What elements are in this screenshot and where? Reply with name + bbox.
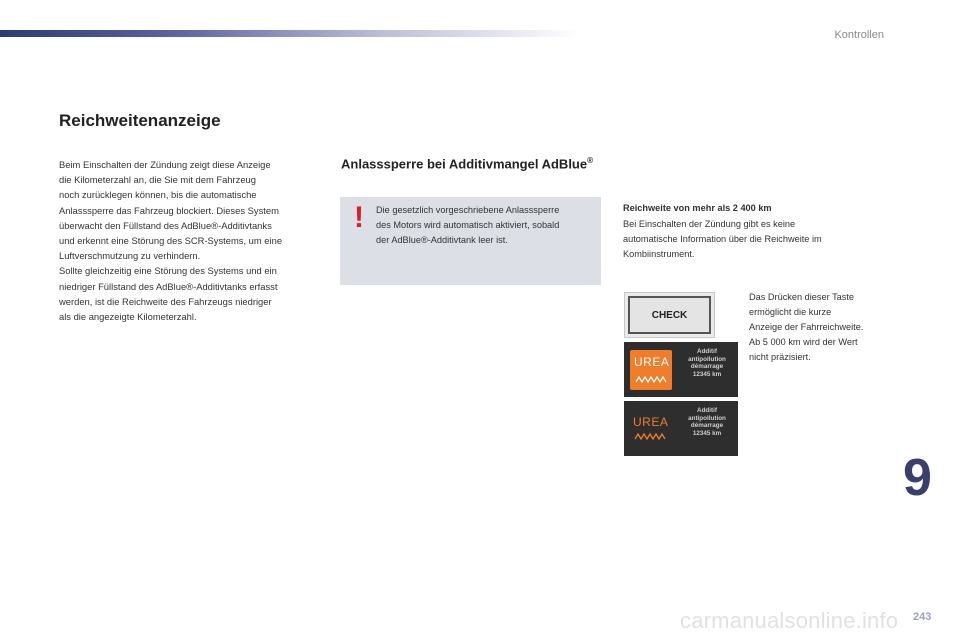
intro-line: Luftverschmutzung zu verhindern. xyxy=(59,250,201,262)
press-line: Das Drücken dieser Taste xyxy=(749,292,855,302)
display-line: antipollution xyxy=(688,355,726,363)
press-line: Ab 5 000 km wird der Wert xyxy=(749,337,858,347)
subtitle-text: Anlasssperre bei Additivmangel AdBlue xyxy=(341,156,588,172)
press-line: Anzeige der Fahrreichweite. xyxy=(749,322,864,332)
urea-warning-light xyxy=(630,350,672,390)
display-message xyxy=(679,407,735,437)
range-line: automatische Information über die Reichweite im xyxy=(623,234,822,244)
range-line: Kombiinstrument. xyxy=(623,249,695,259)
intro-paragraph xyxy=(59,157,321,324)
display-line: démarrage xyxy=(690,363,724,371)
urea-label: UREA xyxy=(634,355,670,369)
press-description xyxy=(749,290,899,365)
warning-line: Die gesetzlich vorgeschriebene Anlasssperre xyxy=(376,205,560,215)
display-line: 12345 km xyxy=(692,429,722,437)
display-message xyxy=(679,348,735,378)
press-line: nicht präzisiert. xyxy=(749,352,811,362)
intro-line: werden, ist die Reichweite des Fahrzeugs niedriger xyxy=(59,295,272,307)
intro-line: Anlasssperre das Fahrzeug blockiert. Dieses System xyxy=(59,204,279,216)
fluid-wave-icon xyxy=(634,431,666,441)
header-gradient-bar xyxy=(0,30,580,37)
instrument-display-warning xyxy=(624,342,738,397)
range-line: Bei Einschalten der Zündung gibt es keine xyxy=(623,219,796,229)
display-line: 12345 km xyxy=(692,370,722,378)
warning-text xyxy=(376,203,598,248)
warning-line: der AdBlue®-Additivtank leer ist. xyxy=(376,235,508,245)
section-subtitle xyxy=(341,156,593,171)
intro-line: überwacht den Füllstand des AdBlue®-Additivtanks xyxy=(59,219,272,231)
range-title: Reichweite von mehr als 2 400 km xyxy=(623,203,772,213)
instrument-display-normal xyxy=(624,401,738,456)
urea-label: UREA xyxy=(633,415,669,429)
press-line: ermöglicht die kurze xyxy=(749,307,832,317)
fluid-wave-icon xyxy=(635,374,667,384)
intro-line: als die angezeigte Kilometerzahl. xyxy=(59,311,197,323)
intro-line: und erkennt eine Störung des SCR-Systems, um eine xyxy=(59,235,283,247)
warning-box xyxy=(340,197,601,285)
display-line: Additif xyxy=(697,348,717,355)
intro-line: Beim Einschalten der Zündung zeigt diese Anzeige xyxy=(59,159,271,170)
check-button: CHECK xyxy=(628,296,711,334)
intro-line: Sollte gleichzeitig eine Störung des Systems und ein xyxy=(59,265,277,277)
display-line: antipollution xyxy=(688,414,726,422)
warning-line: des Motors wird automatisch aktiviert, sobald xyxy=(376,220,560,230)
intro-line: niedriger Füllstand des AdBlue®-Additivtanks erfasst xyxy=(59,280,278,292)
page-number: 243 xyxy=(913,611,932,623)
intro-line: noch zurücklegen können, bis die automatische xyxy=(59,189,257,201)
check-button-illustration xyxy=(624,292,715,338)
display-line: Additif xyxy=(697,407,717,414)
registered-mark: ® xyxy=(587,156,594,165)
page-title: Reichweitenanzeige xyxy=(59,111,221,130)
display-line: démarrage xyxy=(690,422,724,430)
chapter-number: 9 xyxy=(903,449,932,507)
exclamation-icon: ! xyxy=(354,201,364,234)
range-text xyxy=(623,217,873,262)
watermark: carmanualsonline.info xyxy=(680,608,899,633)
intro-line: die Kilometerzahl an, die Sie mit dem Fahrzeug xyxy=(59,174,256,186)
section-header: Kontrollen xyxy=(834,29,884,41)
